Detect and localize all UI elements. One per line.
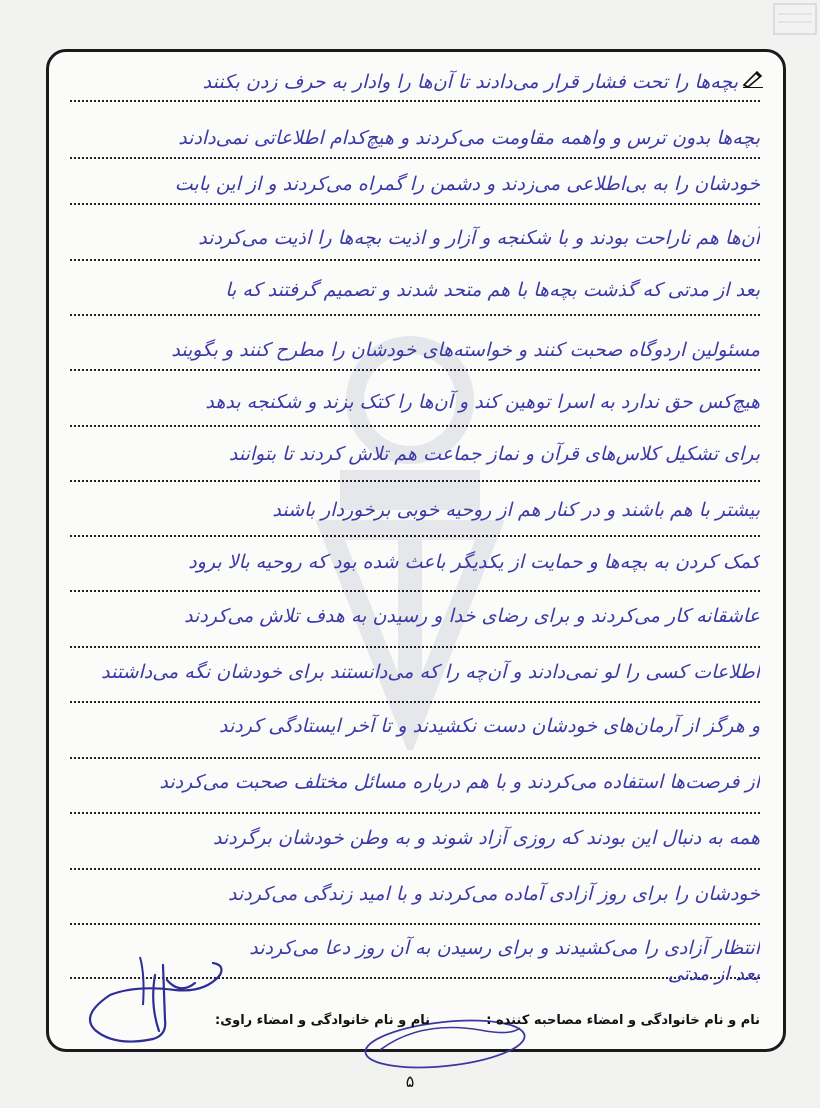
handwritten-line: خودشان را برای روز آزادی آماده می‌کردند و با امید زندگی می‌کردند (227, 883, 760, 905)
ruled-line (70, 757, 760, 759)
ruled-line (70, 812, 760, 814)
handwritten-line: انتظار آزادی را می‌کشیدند و برای رسیدن به آن روز دعا می‌کردند (249, 937, 760, 959)
handwritten-line: بچه‌ها را تحت فشار قرار می‌دادند تا آن‌ها را وادار به حرف زدن بکنند (202, 71, 738, 93)
handwritten-line: اطلاعات کسی را لو نمی‌دادند و آن‌چه را که می‌دانستند برای خودشان نگه می‌داشتند (101, 661, 760, 683)
ruled-line (70, 425, 760, 427)
handwritten-line: کمک کردن به بچه‌ها و حمایت از یکدیگر باعث شده بود که روحیه بالا برود (188, 551, 760, 573)
corner-stamp (770, 0, 820, 40)
narrator-signature-label: نام و نام خانوادگی و امضاء راوی: (215, 1013, 430, 1028)
ruled-line (70, 157, 760, 159)
handwritten-line: برای تشکیل کلاس‌های قرآن و نماز جماعت هم تلاش کردند تا بتوانند (228, 443, 760, 465)
handwritten-line: هیچ‌کس حق ندارد به اسرا توهین کند و آن‌ها را کتک بزند و شکنجه بدهد (205, 391, 760, 413)
handwritten-line: و هرگز از آرمان‌های خودشان دست نکشیدند و تا آخر ایستادگی کردند (219, 715, 760, 737)
handwritten-line: همه به دنبال این بودند که روزی آزاد شوند و به وطن خودشان برگردند (212, 827, 760, 849)
handwritten-line: خودشان را به بی‌اطلاعی می‌زدند و دشمن را گمراه می‌کردند و از این بابت (174, 173, 760, 195)
handwritten-line: از فرصت‌ها استفاده می‌کردند و با هم درباره مسائل مختلف صحبت می‌کردند (159, 771, 760, 793)
interviewer-signature-label: نام و نام خانوادگی و امضاء مصاحبه کننده : (486, 1013, 760, 1028)
ruled-line (70, 314, 760, 316)
ruled-line (70, 100, 760, 102)
handwritten-line: بعد از مدتی (667, 963, 760, 985)
handwritten-line: آن‌ها هم ناراحت بودند و با شکنجه و آزار و اذیت بچه‌ها را اذیت می‌کردند (198, 227, 760, 249)
ruled-line (70, 480, 760, 482)
ruled-line (70, 701, 760, 703)
handwritten-line: مسئولین اردوگاه صحبت کنند و خواسته‌های خودشان را مطرح کنند و بگویند (171, 339, 760, 361)
handwritten-line: بعد از مدتی که گذشت بچه‌ها با هم متحد شدند و تصمیم گرفتند که با (225, 279, 760, 301)
ruled-line (70, 868, 760, 870)
signature-footer (70, 1013, 760, 1039)
ruled-line (70, 203, 760, 205)
ruled-line (70, 923, 760, 925)
ruled-line (70, 369, 760, 371)
ruled-line (70, 590, 760, 592)
handwritten-line: بیشتر با هم باشند و در کنار هم از روحیه خوبی برخوردار باشند (272, 499, 760, 521)
pen-icon (742, 68, 764, 88)
page-number: ۵ (405, 1072, 415, 1091)
ruled-line (70, 259, 760, 261)
handwritten-line: عاشقانه کار می‌کردند و برای رضای خدا و رسیدن به هدف تلاش می‌کردند (184, 605, 760, 627)
handwritten-line: بچه‌ها بدون ترس و واهمه مقاومت می‌کردند و هیچ‌کدام اطلاعاتی نمی‌دادند (178, 127, 760, 149)
ruled-line (70, 646, 760, 648)
ruled-line (70, 535, 760, 537)
